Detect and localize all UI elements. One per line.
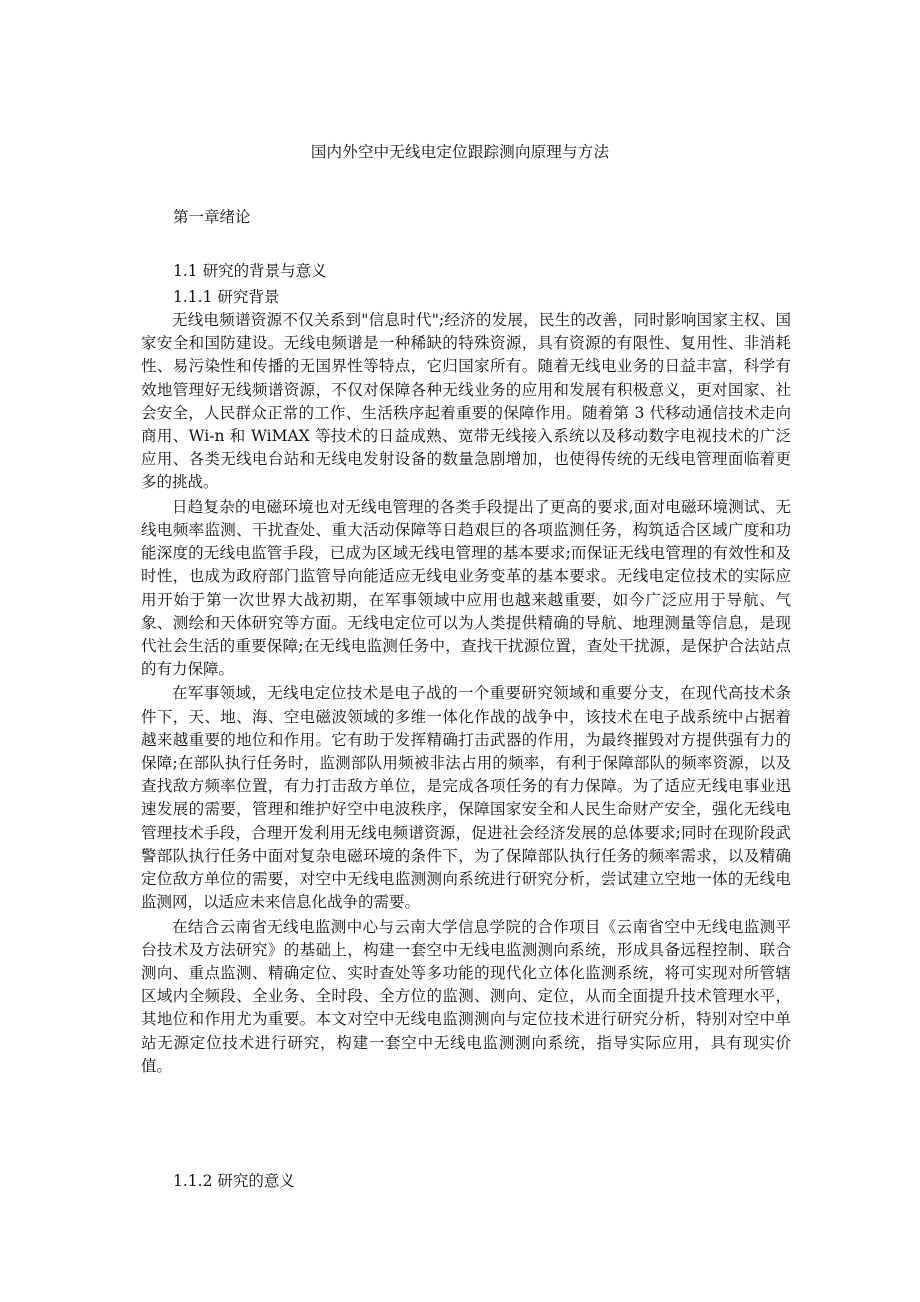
body-text bbox=[141, 309, 791, 1079]
chapter-heading: 第一章绪论 bbox=[173, 208, 251, 226]
document-title: 国内外空中无线电定位跟踪测向原理与方法 bbox=[310, 143, 610, 161]
subsection-heading-1-1-2: 1.1.2 研究的意义 bbox=[173, 1172, 295, 1190]
subsection-heading-1-1-1: 1.1.1 研究背景 bbox=[173, 288, 280, 306]
section-heading-1-1: 1.1 研究的背景与意义 bbox=[173, 262, 327, 280]
paragraph: 在军事领域，无线电定位技术是电子战的一个重要研究领域和重要分支，在现代高技术条件下，天、地、海、空电磁波领域的多维一体化作战的战争中，该技术在电子战系统中占据着越来越重要的地位和作用。它有助于发挥精确打击武器的作用，为最终摧毁对方提供强有力的保障;在部队执行任务时，监测部队用频被非法占用的频率，有利于保障部队的频率资源，以及查找敌方频率位置，有力打击敌方单位，是完成各项任务的有力保障。为了适应无线电事业迅速发展的需要，管理和维护好空中电波秩序，保障国家安全和人民生命财产安全，强化无线电管理技术手段，合理开发利用无线电频谱资源，促进社会经济发展的总体要求;同时在现阶段武警部队执行任务中面对复杂电磁环境的条件下，为了保障部队执行任务的频率需求，以及精确定位敌方单位的需要，对空中无线电监测测向系统进行研究分析，尝试建立空地一体的无线电监测网，以适应未来信息化战争的需要。 bbox=[141, 684, 791, 912]
paragraph: 日趋复杂的电磁环境也对无线电管理的各类手段提出了更高的要求,面对电磁环境测试、无线电频率监测、干扰查处、重大活动保障等日趋艰巨的各项监测任务，构筑适合区域广度和功能深度的无线电监管手段，已成为区域无线电管理的基本要求;而保证无线电管理的有效性和及时性，也成为政府部门监管导向能适应无线电业务变革的基本要求。无线电定位技术的实际应用开始于第一次世界大战初期，在军事领域中应用也越来越重要，如今广泛应用于导航、气象、测绘和天体研究等方面。无线电定位可以为人类提供精确的导航、地理测量等信息，是现代社会生活的重要保障;在无线电监测任务中，查找干扰源位置，查处干扰源，是保护合法站点的有力保障。 bbox=[141, 497, 791, 679]
paragraph: 在结合云南省无线电监测中心与云南大学信息学院的合作项目《云南省空中无线电监测平台技术及方法研究》的基础上，构建一套空中无线电监测测向系统，形成具备远程控制、联合测向、重点监测、精确定位、实时查处等多功能的现代化立体化监测系统，将可实现对所管辖区域内全频段、全业务、全时段、全方位的监测、测向、定位，从而全面提升技术管理水平，其地位和作用尤为重要。本文对空中无线电监测测向与定位技术进行研究分析，特别对空中单站无源定位技术进行研究，构建一套空中无线电监测测向系统，指导实际应用，具有现实价值。 bbox=[141, 917, 791, 1075]
paragraph: 无线电频谱资源不仅关系到"信息时代";经济的发展，民生的改善，同时影响国家主权、国家安全和国防建设。无线电频谱是一种稀缺的特殊资源，具有资源的有限性、复用性、非消耗性、易污染性和传播的无国界性等特点，它归国家所有。随着无线电业务的日益丰富，科学有效地管理好无线频谱资源，不仅对保障各种无线业务的应用和发展有积极意义，更对国家、社会安全，人民群众正常的工作、生活秩序起着重要的保障作用。随着第 3 代移动通信技术走向商用、Wi-n 和 WiMAX 等技术的日益成熟、宽带无线接入系统以及移动数字电视技术的广泛应用、各类无线电台站和无线电发射设备的数量急剧增加，也使得传统的无线电管理面临着更多的挑战。 bbox=[141, 311, 791, 492]
